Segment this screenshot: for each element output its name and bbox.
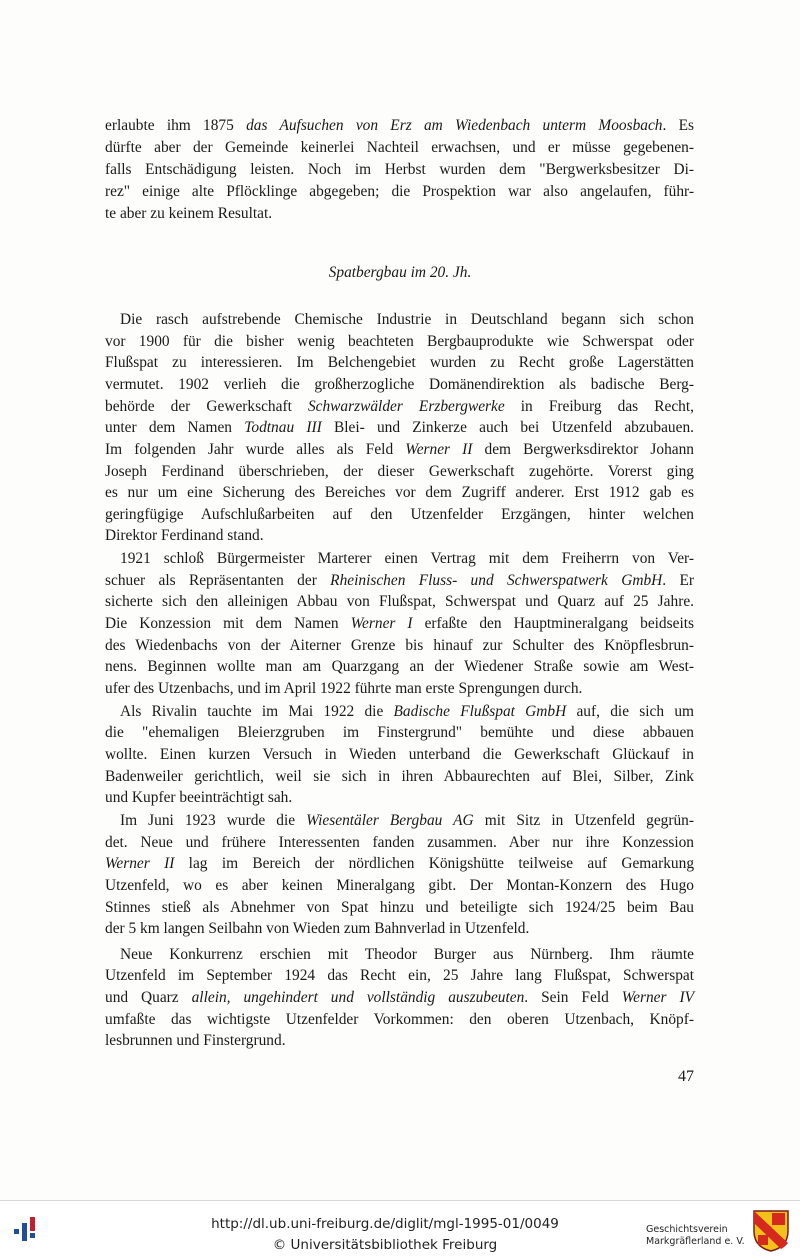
text-run: und Kupfer beeinträchtigt sah. — [105, 789, 293, 806]
text-run: lag im Bereich der nördlichen Königshütte teilweise auf Gemarkung — [174, 855, 695, 872]
text-run: der 5 km langen Seilbahn von Wieden zum Bahnverlad in Utzenfeld. — [105, 920, 530, 937]
text-run: geringfügige Aufschlußarbeiten auf den Utzenfelder Erzgängen, hinter welchen — [105, 506, 694, 523]
text-run: und Quarz — [105, 989, 192, 1006]
italic-text: das Aufsuchen von Erz am Wiedenbach unterm Moosbach — [246, 117, 663, 134]
text-run: behörde der Gewerkschaft — [105, 398, 308, 415]
text-line — [105, 853, 694, 875]
footer-url[interactable]: http://dl.ub.uni-freiburg.de/diglit/mgl-1995-01/0049 — [211, 1216, 559, 1232]
italic-text: Badische Flußspat GmbH — [393, 703, 567, 720]
society-name-line1: Geschichtsverein — [646, 1224, 728, 1235]
text-run: sicherte sich den alleinigen Abbau von Flußspat, Schwerspat und Quarz auf 25 Jahre. — [105, 593, 694, 610]
text-line — [105, 678, 582, 700]
text-run: wollte. Einen kurzen Versuch in Wieden unterband die Gewerkschaft Glückauf in — [105, 746, 694, 763]
italic-text: allein, ungehindert und vollständig auszubeuten — [191, 989, 525, 1006]
text-run: det. Neue und frühere Interessenten fanden zusammen. Aber nur ihre Konzession — [105, 834, 694, 851]
text-run: Utzenfeld, wo es aber keinen Mineralgang gibt. Der Montan-Konzern des Hugo — [105, 877, 694, 894]
text-run: Badenweiler gerichtlich, weil sie sich in ihren Abbaurechten auf Blei, Silber, Zink — [105, 768, 694, 785]
text-run: nens. Beginnen wollte man am Quarzgang an der Wiedener Straße sowie am West- — [105, 658, 694, 675]
text-run: umfaßte das wichtigste Utzenfelder Vorkommen: den oberen Utzenbach, Knöpf- — [105, 1011, 694, 1028]
text-run: mit Sitz in Utzenfeld gegrün- — [473, 812, 694, 829]
text-line — [105, 181, 694, 203]
text-line — [120, 810, 694, 832]
text-run: Die Konzession mit dem Namen — [105, 615, 351, 632]
text-run: erfaßte den Hauptmineralgang beidseits — [412, 615, 694, 632]
coat-of-arms-icon — [752, 1209, 790, 1253]
text-run: Im folgenden Jahr wurde alles als Feld — [105, 441, 406, 458]
text-run: dem Bergwerksdirektor Johann — [472, 441, 694, 458]
text-line — [105, 656, 694, 678]
text-run: falls Entschädigung leisten. Noch im Herbst wurden dem "Bergwerksbesitzer Di- — [105, 161, 694, 178]
text-line — [105, 482, 694, 504]
text-line — [105, 417, 694, 439]
text-line — [105, 331, 694, 353]
text-line — [120, 944, 694, 966]
text-run: . Es — [662, 117, 695, 134]
text-line — [105, 1009, 694, 1031]
text-run: . Er — [662, 572, 694, 589]
italic-text: Rheinischen Fluss- und Schwerspatwerk GmbH — [330, 572, 663, 589]
text-run: Als Rivalin tauchte im Mai 1922 die — [120, 703, 394, 720]
text-run: auf, die sich um — [566, 703, 694, 720]
text-run: schuer als Repräsentanten der — [105, 572, 331, 589]
text-line — [105, 1030, 286, 1052]
text-run: es nur um eine Sicherung des Bereiches vor dem Zugriff anderer. Erst 1912 gab es — [105, 484, 694, 501]
text-line — [105, 987, 694, 1009]
text-run: des Wiedenbachs von der Aiterner Grenze bis hinauf zur Schulter des Knöpflesbrun- — [105, 637, 694, 654]
text-line — [105, 918, 529, 940]
text-run: lesbrunnen und Finstergrund. — [105, 1032, 286, 1049]
text-run: te aber zu keinem Resultat. — [105, 205, 273, 222]
text-run: . Sein Feld — [524, 989, 622, 1006]
text-line — [105, 897, 694, 919]
text-line — [105, 766, 694, 788]
text-line — [105, 374, 694, 396]
italic-text: Wiesentäler Bergbau AG — [306, 812, 474, 829]
text-run: Flußspat zu interessieren. Im Belchengebiet wurden zu Recht große Lagerstätten — [105, 354, 694, 371]
italic-text: Werner IV — [621, 989, 694, 1006]
text-line — [105, 525, 264, 547]
text-line — [105, 504, 694, 526]
italic-text: Werner I — [350, 615, 413, 632]
text-line — [105, 591, 694, 613]
text-line — [120, 309, 694, 331]
text-line — [105, 396, 694, 418]
text-run: rez" einige alte Pflöcklinge abgegeben; die Prospektion war also angelaufen, führ- — [105, 183, 694, 200]
italic-text: Todtnau III — [244, 419, 322, 436]
text-run: Utzenfeld im September 1924 das Recht ein, 25 Jahre lang Flußspat, Schwerspat — [105, 967, 694, 984]
footer-bar — [0, 1200, 800, 1260]
text-line — [105, 203, 272, 225]
text-run: unter dem Namen — [105, 419, 245, 436]
text-run: Blei- und Zinkerze auch bei Utzenfeld abzubauen. — [321, 419, 694, 436]
footer-copyright: © Universitätsbibliothek Freiburg — [272, 1237, 498, 1253]
text-line — [105, 352, 694, 374]
text-run: erlaubte ihm 1875 — [105, 117, 247, 134]
italic-text: Werner II — [105, 855, 175, 872]
text-run: Stinnes stieß als Abnehmer von Spat hinzu und beteiligte sich 1924/25 beim Bau — [105, 899, 694, 916]
text-line — [105, 875, 694, 897]
text-line — [105, 787, 292, 809]
text-line — [105, 159, 694, 181]
text-line — [105, 722, 694, 744]
text-line — [105, 461, 694, 483]
library-logo-icon — [12, 1215, 42, 1245]
text-line — [105, 613, 694, 635]
text-run: vermutet. 1902 verlieh die großherzogliche Domänendirektion als badische Berg- — [105, 376, 694, 393]
text-line — [105, 965, 694, 987]
text-line — [120, 548, 694, 570]
text-line — [105, 115, 694, 137]
italic-text: Werner II — [405, 441, 473, 458]
section-heading: Spatbergbau im 20. Jh. — [328, 264, 472, 281]
text-run: Joseph Ferdinand überschrieben, der dieser Gewerkschaft zugehörte. Vorerst ging — [105, 463, 694, 480]
society-name — [646, 1224, 745, 1248]
text-line — [105, 137, 694, 159]
text-line — [105, 832, 694, 854]
text-line — [105, 570, 694, 592]
text-line — [120, 701, 694, 723]
text-line — [105, 744, 694, 766]
text-run: ufer des Utzenbachs, und im April 1922 führte man erste Sprengungen durch. — [105, 680, 583, 697]
text-run: Neue Konkurrenz erschien mit Theodor Burger aus Nürnberg. Ihm räumte — [120, 946, 694, 963]
text-run: Im Juni 1923 wurde die — [120, 812, 307, 829]
text-run: Direktor Ferdinand stand. — [105, 527, 264, 544]
text-run: Die rasch aufstrebende Chemische Industrie in Deutschland begann sich schon — [120, 311, 694, 328]
text-line — [105, 635, 694, 657]
text-run: 1921 schloß Bürgermeister Marterer einen Vertrag mit dem Freiherrn von Ver- — [120, 550, 694, 567]
page-number: 47 — [678, 1068, 694, 1085]
text-line — [105, 439, 694, 461]
italic-text: Schwarzwälder Erzbergwerke — [307, 398, 505, 415]
text-run: die "ehemaligen Bleierzgruben im Finstergrund" bemühte und diese abbauen — [105, 724, 694, 741]
text-run: vor 1900 für die bisher wenig beachteten Bergbauprodukte wie Schwerspat oder — [105, 333, 694, 350]
text-run: in Freiburg das Recht, — [504, 398, 694, 415]
text-run: dürfte aber der Gemeinde keinerlei Nachteil erwachsen, und er müsse gegebenen- — [105, 139, 694, 156]
society-name-line2: Markgräflerland e. V. — [646, 1236, 745, 1247]
